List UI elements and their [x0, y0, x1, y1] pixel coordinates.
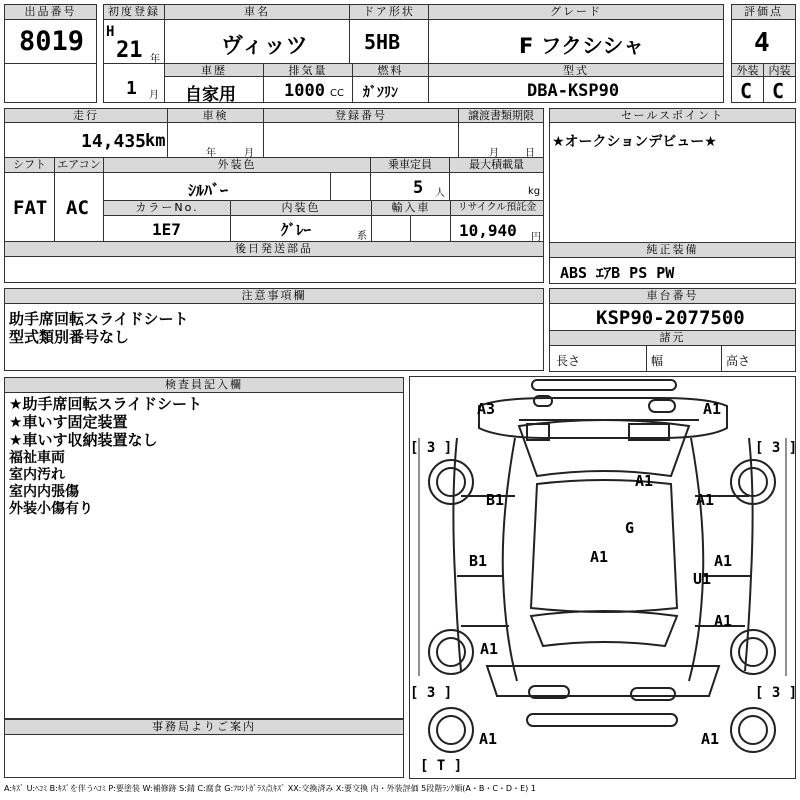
equipment-text: ABS ｴｱB PS PW [560, 264, 675, 282]
lot-no-label: 出品番号 [4, 4, 97, 20]
mark-rear-left: A1 [479, 730, 498, 748]
history: 自家用 [185, 85, 236, 103]
mileage-cell [4, 122, 168, 158]
inspector-cell [4, 392, 404, 719]
reg-no-cell [263, 122, 459, 158]
transfer-day-unit: 日 [525, 148, 535, 158]
tire-rear-right: [ 3 ] [755, 685, 798, 701]
mark-front-right: A1 [703, 400, 722, 418]
inspector-line-5: 室内汚れ [9, 467, 65, 483]
mileage: 14,435 [81, 131, 147, 152]
mark-glass: G [625, 519, 635, 537]
shift-label: シフト [4, 157, 55, 173]
notes-line-2: 型式類別番号なし [9, 328, 130, 346]
ext-score: C [740, 79, 753, 103]
inspector-line-1: ★助手席回転スライドシート [9, 395, 202, 413]
office-label: 事務局よりご案内 [4, 719, 404, 735]
mark-roof-front: A1 [635, 472, 654, 490]
grade: F フクシシャ [519, 34, 645, 58]
month-unit: 月 [149, 90, 159, 101]
fuel-cell [352, 76, 429, 103]
recycle-unit: 円 [531, 232, 541, 242]
sales-point-cell [549, 122, 796, 243]
transfer-cell [458, 122, 544, 158]
capacity-label: 乗車定員 [370, 157, 450, 173]
inspection-month-unit: 月 [244, 148, 254, 158]
equipment-label: 純正装備 [549, 242, 796, 258]
shift: FAT [13, 197, 48, 219]
lot-no-cell [4, 19, 97, 64]
notes-cell [4, 303, 544, 371]
inspector-label: 検査員記入欄 [4, 377, 404, 393]
score-label: 評価点 [731, 4, 796, 20]
mark-left-rear-door: B1 [469, 552, 488, 570]
int-color: ｸﾞﾚｰ [281, 221, 312, 239]
color-cell [103, 172, 331, 201]
recycle-label: リサイクル預託金 [450, 200, 544, 216]
inspector-line-2: ★車いす固定装置 [9, 413, 128, 431]
int-color-label: 内装色 [230, 200, 372, 216]
chassis-cell [549, 303, 796, 331]
inspector-line-7: 外装小傷有り [9, 501, 93, 517]
color: ｼﾙﾊﾞｰ [188, 181, 229, 200]
model-cell [428, 76, 724, 103]
mark-left-front-door: B1 [486, 491, 505, 509]
era: H [106, 24, 115, 40]
ext-label: 外装 [731, 63, 764, 77]
car-name-cell [164, 19, 350, 64]
model: DBA-KSP90 [527, 81, 620, 101]
inspection-cell [167, 122, 264, 158]
year-unit: 年 [150, 54, 160, 64]
int-color-cell [230, 215, 372, 242]
car-name-label: 車名 [164, 4, 350, 20]
history-label: 車歴 [164, 63, 264, 77]
first-reg-year-cell [103, 19, 165, 64]
displacement-label: 排気量 [263, 63, 353, 77]
mark-roof: A1 [590, 548, 609, 566]
mileage-unit: km [145, 131, 166, 151]
ac: AC [66, 197, 89, 219]
car-name: ヴィッツ [221, 34, 308, 59]
fuel: ｶﾞｿﾘﾝ [363, 85, 398, 101]
inspection-year-unit: 年 [206, 148, 216, 158]
capacity-unit: 人 [435, 188, 445, 199]
int-label: 内装 [763, 63, 796, 77]
grade-label: グレード [428, 4, 724, 20]
inspector-line-4: 福祉車両 [9, 450, 65, 466]
tire-front-right: [ 3 ] [755, 440, 798, 456]
displacement: 1000 [284, 81, 325, 101]
displacement-cell [263, 76, 353, 103]
sales-point-label: セールスポイント [549, 108, 796, 123]
shift-cell [4, 172, 55, 242]
length-cell [549, 345, 647, 372]
score-cell [731, 19, 796, 64]
later-parts-label: 後日発送部品 [4, 241, 544, 257]
equipment-cell [549, 257, 796, 284]
mark-right-quarter: A1 [714, 612, 733, 630]
import-label: 輸入車 [371, 200, 451, 216]
length-label: 長さ [556, 354, 581, 368]
history-cell [164, 76, 264, 103]
reg-no-label: 登録番号 [263, 108, 459, 123]
specs-label: 諸元 [549, 330, 796, 346]
later-parts-cell [4, 256, 544, 283]
mark-right-front-door: A1 [696, 491, 715, 509]
int-color-unit: 系 [357, 231, 367, 242]
door-label: ドア形状 [349, 4, 429, 20]
inspection-label: 車検 [167, 108, 264, 123]
sales-point-text: ★オークションデビュー★ [552, 134, 717, 150]
office-cell [4, 734, 404, 778]
grade-cell [428, 19, 724, 64]
model-label: 型式 [428, 63, 724, 77]
color-no-cell [103, 215, 231, 242]
int-score-cell [763, 76, 796, 103]
load-label: 最大積載量 [449, 157, 544, 173]
color-no-label: カラーNo. [103, 200, 231, 216]
first-reg-month-cell [103, 63, 165, 103]
color-extra-cell [330, 172, 371, 201]
height-cell [721, 345, 796, 372]
chassis-no: KSP90-2077500 [596, 307, 745, 329]
ac-cell [54, 172, 104, 242]
width-cell [646, 345, 722, 372]
ext-score-cell [731, 76, 764, 103]
capacity-cell [370, 172, 450, 201]
mark-right-rear-dent: U1 [693, 570, 712, 588]
tire-rear-left: [ 3 ] [410, 685, 453, 701]
door-type: 5HB [364, 30, 401, 54]
lot-no-blank [4, 63, 97, 103]
mark-right-rear-door: A1 [714, 552, 733, 570]
notes-line-1: 助手席回転スライドシート [9, 310, 189, 328]
color-label: 外装色 [103, 157, 371, 173]
mark-rear-right: A1 [701, 730, 720, 748]
inspector-line-3: ★車いす収納装置なし [9, 431, 158, 449]
import-cell-b [410, 215, 451, 242]
score: 4 [754, 28, 770, 58]
load-cell [449, 172, 544, 201]
height-label: 高さ [726, 354, 751, 368]
transfer-label: 譲渡書類期限 [458, 108, 544, 123]
capacity: 5 [413, 178, 424, 198]
mark-left-quarter: A1 [480, 640, 499, 658]
reg-month: 1 [126, 78, 137, 99]
ac-label: エアコン [54, 157, 104, 173]
tire-front-left: [ 3 ] [410, 440, 453, 456]
inspector-line-6: 室内内張傷 [9, 484, 79, 500]
door-cell [349, 19, 429, 64]
recycle: 10,940 [459, 221, 517, 240]
chassis-label: 車台番号 [549, 288, 796, 304]
fuel-label: 燃料 [352, 63, 429, 77]
car-body-diagram [409, 376, 796, 779]
notes-label: 注意事項欄 [4, 288, 544, 304]
tire-spare: [ T ] [420, 758, 463, 774]
transfer-month-unit: 月 [489, 148, 499, 158]
first-reg-label: 初度登録 [103, 4, 165, 20]
import-cell-a [371, 215, 411, 242]
recycle-cell [450, 215, 544, 242]
displacement-unit: CC [330, 88, 344, 99]
width-label: 幅 [651, 354, 664, 368]
int-score: C [772, 79, 785, 103]
reg-year: 21 [116, 38, 143, 63]
load-unit: kg [528, 186, 541, 197]
lot-no: 8019 [19, 26, 85, 57]
mileage-label: 走行 [4, 108, 168, 123]
color-no: 1E7 [152, 220, 181, 239]
legend: A:ｷｽﾞ U:ﾍｺﾐ B:ｷｽﾞを伴うﾍｺﾐ P:要塗装 W:補修跡 S:錆 C:腐食 G:ﾌﾛﾝﾄｶﾞﾗｽ点ｷｽﾞ XX:交換済み X:要交換 内・外装評価 5段階ﾗﾝｸ順(A・B・C・D・E) 1 [4, 784, 536, 793]
mark-front-left: A3 [477, 400, 496, 418]
